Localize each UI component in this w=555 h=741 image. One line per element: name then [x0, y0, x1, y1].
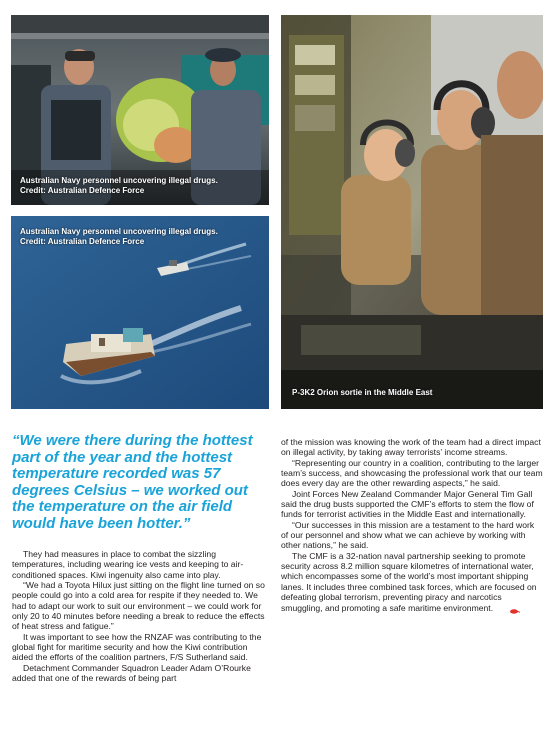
body-paragraph — [281, 551, 543, 613]
body-paragraph-text: The CMF is a 32-nation naval partnership seeking to promote security across 8.2 million square kilometres of international water, which encompasses some of the world’s most important shipping lanes. It includes three combined task forces, which are focused on defeating global terrorism, preventing piracy and narcotics smuggling, and promoting a safe maritime environment. — [281, 550, 537, 613]
pull-quote: “We were there during the hottest part of the year and the hottest temperature recorded was 57 degrees Celsius – we worked out the temperature on the air field would have been hotter.” — [12, 432, 253, 532]
body-paragraph: They had measures in place to combat the sizzling temperatures, including wearing ice vests and keeping to air-conditioned spaces. Kiwi ingenuity also came into play. — [12, 549, 244, 580]
navy-drugs-caption — [20, 176, 218, 196]
body-paragraph: It was important to see how the RNZAF was contributing to the global fight for maritime security and how the Kiwi contribution aided the efforts of the coalition partners, F/S Sutherland said. — [12, 631, 262, 663]
caption-line: P-3K2 Orion sortie in the Middle East — [292, 388, 433, 397]
right-column — [281, 437, 543, 613]
body-paragraph: “We had a Toyota Hilux just sitting on the flight line turned on so people could go into a cold area for respite if they needed to. We had to adapt our work to suit our environment – we could work for only 20 to 40 minutes before needing a break to reduce the effects of heat stress and fatigue.” — [12, 580, 265, 632]
body-paragraph: “Our successes in this mission are a testament to the hard work of our personnel and show what we can achieve by working with other nations,” he said. — [281, 519, 535, 551]
caption-line: Australian Navy personnel uncovering illegal drugs. — [20, 227, 218, 236]
caption-credit: Credit: Australian Defence Force — [20, 237, 145, 246]
body-paragraph: “Representing our country in a coalition, contributing to the larger team’s success, and showcasing the professional work that our team does every day are the other rewarding aspects,” he said. — [281, 457, 543, 489]
orion-crew-photo — [281, 15, 543, 409]
caption-credit: Credit: Australian Defence Force — [20, 186, 145, 195]
orion-caption — [292, 388, 432, 398]
kiwi-end-mark-icon — [499, 606, 509, 611]
body-paragraph: of the mission was knowing the work of the team had a direct impact on illegal activity, by taking away terrorists’ income streams. — [281, 437, 541, 458]
boats-caption — [20, 227, 218, 247]
caption-line: Australian Navy personnel uncovering illegal drugs. — [20, 176, 218, 185]
left-column — [12, 549, 268, 683]
body-paragraph: Detachment Commander Squadron Leader Adam O’Rourke added that one of the rewards of being part — [12, 662, 251, 684]
body-paragraph: Joint Forces New Zealand Commander Major General Tim Gall said the drug busts supported the CMF’s efforts to stem the flow of funds for terrorist activities in the Middle East and internationally. — [281, 488, 534, 520]
